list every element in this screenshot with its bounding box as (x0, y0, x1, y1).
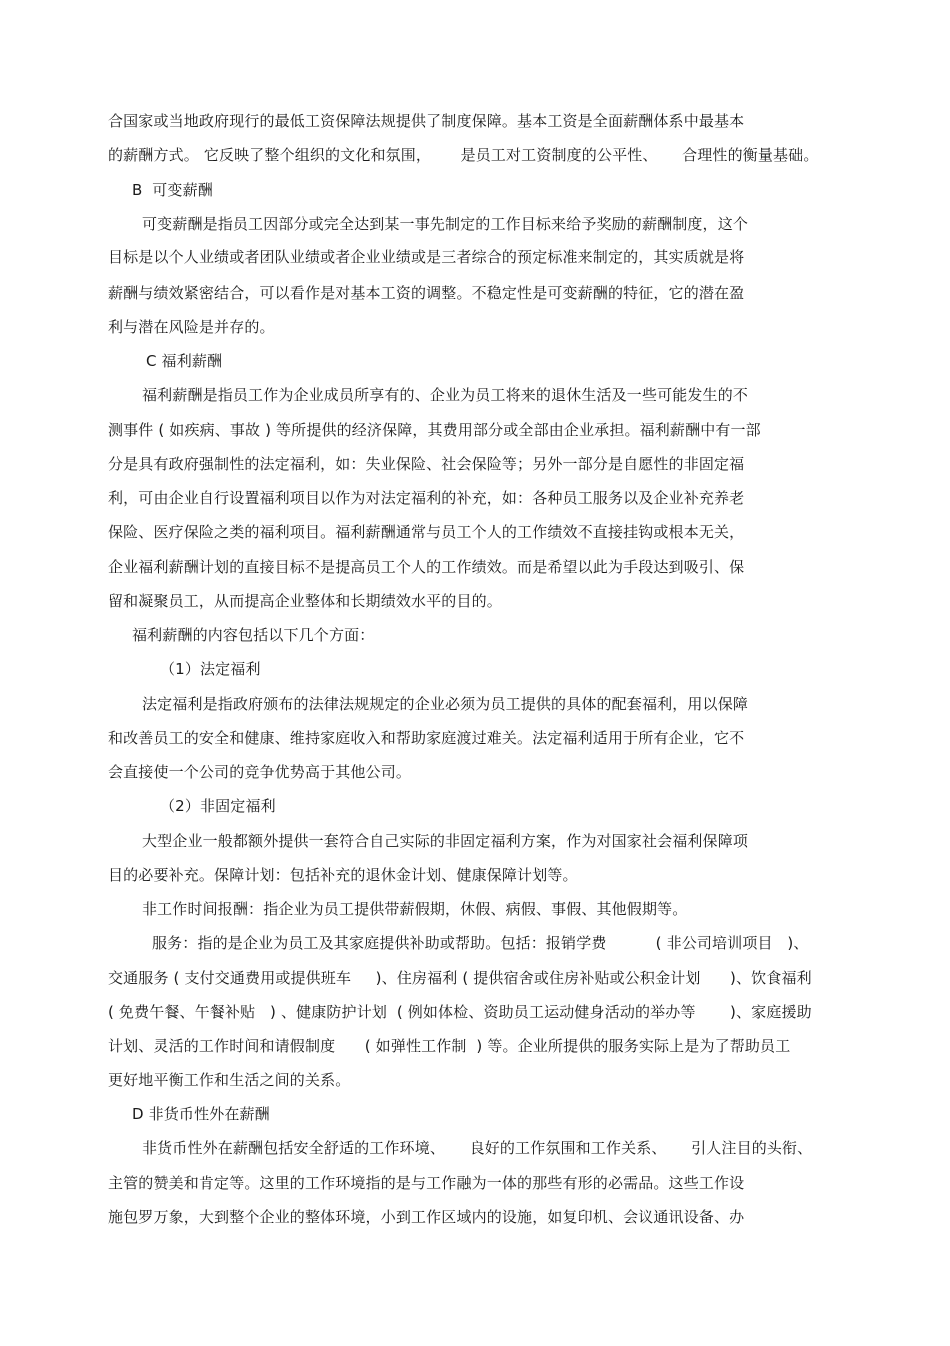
text-line-31: 非货币性外在薪酬包括安全舒适的工作环境、 良好的工作氛围和工作关系、 引人注目的头衔、 (142, 1139, 813, 1157)
subheading-legal-welfare: （1）法定福利 (160, 660, 261, 678)
text-line-28: 计划、灵活的工作时间和请假制度 ( 如弹性工作制 ) 等。企业所提供的服务实际上是为了帮助员工 (108, 1037, 791, 1055)
text-line-25: 服务：指的是企业为员工及其家庭提供补助或帮助。包括：报销学费 ( 非公司培训项目 )、 (152, 934, 809, 952)
text-line-16: 福利薪酬的内容包括以下几个方面： (132, 626, 375, 644)
text-line-6: 薪酬与绩效紧密结合，可以看作是对基本工资的调整。不稳定性是可变薪酬的特征，它的潜在盈 (108, 284, 745, 302)
text-line-15: 留和凝聚员工，从而提高企业整体和长期绩效水平的目的。 (108, 592, 502, 610)
text-line-18: 法定福利是指政府颁布的法律法规规定的企业必须为员工提供的具体的配套福利，用以保障 (142, 695, 749, 713)
text-line-23: 目的必要补充。保障计划：包括补充的退休金计划、健康保障计划等。 (108, 866, 578, 884)
subheading-nonfixed-welfare: （2）非固定福利 (160, 797, 276, 815)
section-heading-d: D 非货币性外在薪酬 (132, 1105, 270, 1123)
text-line-26: 交通服务 ( 支付交通费用或提供班车 )、住房福利 ( 提供宿舍或住房补贴或公积金计划 )、饮食福利 (108, 969, 812, 987)
text-line-9: 福利薪酬是指员工作为企业成员所享有的、企业为员工将来的退休生活及一些可能发生的不 (142, 386, 749, 404)
text-line-4: 可变薪酬是指员工因部分或完全达到某一事先制定的工作目标来给予奖励的薪酬制度，这个 (142, 215, 749, 233)
text-line-19: 和改善员工的安全和健康、维持家庭收入和帮助家庭渡过难关。法定福利适用于所有企业，它不 (108, 729, 745, 747)
text-line-2: 的薪酬方式。 它反映了整个组织的文化和氛围， 是员工对工资制度的公平性、 合理性的衡量基础。 (108, 146, 819, 164)
text-line-33: 施包罗万象，大到整个企业的整体环境，小到工作区域内的设施，如复印机、会议通讯设备、办 (108, 1208, 745, 1226)
text-line-5: 目标是以个人业绩或者团队业绩或者企业业绩或是三者综合的预定标准来制定的，其实质就是将 (108, 248, 745, 266)
text-line-14: 企业福利薪酬计划的直接目标不是提高员工个人的工作绩效。而是希望以此为手段达到吸引、保 (108, 558, 745, 576)
text-line-20: 会直接使一个公司的竞争优势高于其他公司。 (108, 763, 412, 781)
text-line-27: ( 免费午餐、午餐补贴 ) 、健康防护计划 ( 例如体检、资助员工运动健身活动的举办等 )、家庭援助 (108, 1003, 812, 1021)
text-line-32: 主管的赞美和肯定等。这里的工作环境指的是与工作融为一体的那些有形的必需品。这些工作设 (108, 1174, 745, 1192)
text-line-29: 更好地平衡工作和生活之间的关系。 (108, 1071, 351, 1089)
text-line-10: 测事件 ( 如疾病、事故 ) 等所提供的经济保障，其费用部分或全部由企业承担。福利薪酬中有一部 (108, 421, 761, 439)
text-line-1: 合国家或当地政府现行的最低工资保障法规提供了制度保障。基本工资是全面薪酬体系中最基本 (108, 112, 745, 130)
section-heading-c: C 福利薪酬 (146, 352, 223, 370)
text-line-12: 利，可由企业自行设置福利项目以作为对法定福利的补充，如：各种员工服务以及企业补充养老 (108, 489, 745, 507)
text-line-22: 大型企业一般都额外提供一套符合自己实际的非固定福利方案，作为对国家社会福利保障项 (142, 832, 749, 850)
text-line-24: 非工作时间报酬：指企业为员工提供带薪假期，休假、病假、事假、其他假期等。 (142, 900, 688, 918)
text-line-7: 利与潜在风险是并存的。 (108, 318, 275, 336)
text-line-11: 分是具有政府强制性的法定福利，如：失业保险、社会保险等；另外一部分是自愿性的非固定福 (108, 455, 745, 473)
section-heading-b: B 可变薪酬 (132, 181, 213, 199)
text-line-13: 保险、医疗保险之类的福利项目。福利薪酬通常与员工个人的工作绩效不直接挂钩或根本无关， (108, 523, 745, 541)
